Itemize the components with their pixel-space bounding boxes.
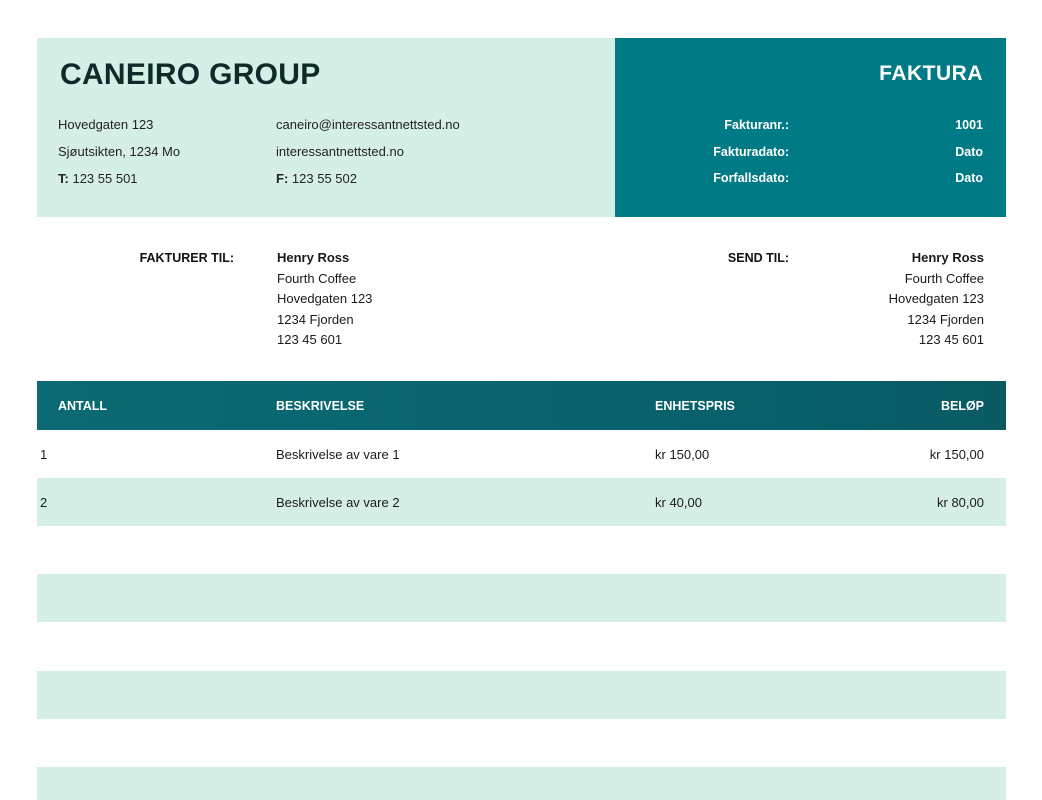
bill-to-company: Fourth Coffee	[277, 270, 357, 286]
bill-to-phone: 123 45 601	[277, 332, 343, 347]
ship-to-phone: 123 45 601	[918, 332, 984, 347]
table-row[interactable]	[37, 622, 1006, 670]
table-row[interactable]	[37, 478, 1006, 526]
invoice-date[interactable]: Dato	[955, 145, 983, 159]
bill-to-street: Hovedgaten 123	[277, 291, 373, 306]
phone-value: 123 55 501	[72, 171, 138, 186]
table-row[interactable]	[37, 526, 1006, 574]
cell-amount: kr 150,00	[929, 447, 984, 462]
company-fax	[276, 171, 357, 186]
table-row[interactable]	[37, 671, 1006, 719]
col-header-amount: BELØP	[940, 399, 984, 413]
invoice-number[interactable]: 1001	[955, 118, 983, 132]
invoice-date-label: Fakturadato:	[713, 145, 789, 159]
fax-label: F:	[276, 171, 289, 186]
ship-to-address	[889, 248, 984, 351]
cell-unit-price: kr 40,00	[655, 495, 702, 510]
company-name: CANEIRO GROUP	[60, 58, 321, 91]
table-row[interactable]	[37, 719, 1006, 767]
invoice-header	[615, 38, 1006, 217]
items-table-header	[37, 381, 1006, 430]
company-email[interactable]: caneiro@interessantnettsted.no	[276, 117, 460, 132]
due-date[interactable]: Dato	[955, 171, 983, 185]
cell-amount: kr 80,00	[937, 495, 984, 510]
invoice-number-label: Fakturanr.:	[724, 118, 789, 132]
col-header-unit-price: ENHETSPRIS	[655, 399, 735, 413]
cell-unit-price: kr 150,00	[655, 447, 710, 462]
cell-description: Beskrivelse av vare 2	[276, 495, 400, 510]
cell-description: Beskrivelse av vare 1	[276, 447, 400, 462]
cell-quantity: 1	[40, 447, 48, 462]
col-header-description: BESKRIVELSE	[276, 399, 365, 413]
company-address-line2: Sjøutsikten, 1234 Mo	[58, 144, 181, 159]
ship-to-city: 1234 Fjorden	[907, 311, 984, 327]
ship-to-label: SEND TIL:	[727, 251, 789, 265]
ship-to-company: Fourth Coffee	[904, 270, 984, 286]
ship-to-name: Henry Ross	[911, 250, 984, 265]
fax-value: 123 55 502	[291, 171, 357, 186]
table-row[interactable]	[37, 574, 1006, 622]
ship-to-street: Hovedgaten 123	[888, 291, 984, 306]
bill-to-address	[277, 248, 372, 351]
table-row[interactable]	[37, 767, 1006, 800]
due-date-label: Forfallsdato:	[713, 171, 789, 185]
company-header	[37, 38, 615, 217]
cell-quantity: 2	[40, 495, 48, 510]
bill-to-city: 1234 Fjorden	[277, 311, 354, 327]
col-header-quantity: ANTALL	[58, 399, 108, 413]
phone-label: T:	[58, 171, 69, 186]
table-row[interactable]	[37, 430, 1006, 478]
bill-to-label: FAKTURER TIL:	[139, 251, 234, 265]
company-phone	[58, 171, 138, 186]
company-website[interactable]: interessantnettsted.no	[276, 144, 404, 159]
invoice-title: FAKTURA	[879, 62, 983, 85]
bill-to-name: Henry Ross	[277, 250, 350, 265]
company-address-line1: Hovedgaten 123	[58, 117, 154, 132]
